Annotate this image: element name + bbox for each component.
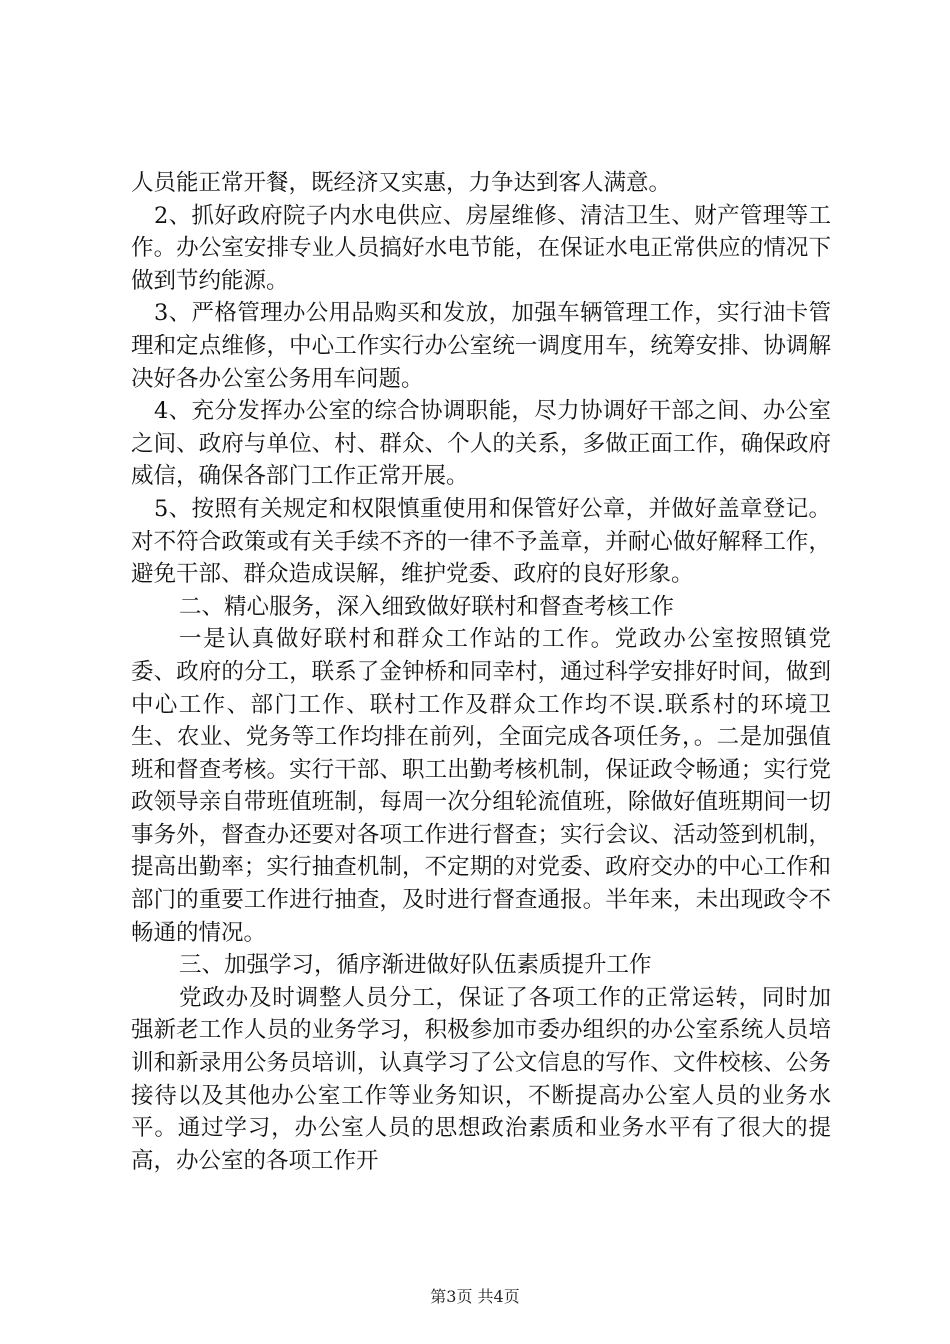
paragraph-section-3-body: 党政办及时调整人员分工，保证了各项工作的正常运转，同时加强新老工作人员的业务学习，积极参加市委办组织的办公室系统人员培训和新录用公务员培训，认真学习了公文信息的写作、文件校核、公务接待以及其他办公室工作等业务知识，不断提高办公室人员的业务水平。通过学习，办公室人员的思想政治素质和业务水平有了很大的提高，办公室的各项工作开 bbox=[131, 984, 831, 1174]
page-footer: 第3页 共4页 bbox=[430, 1287, 520, 1306]
paragraph-item-5: 5、按照有关规定和权限慎重使用和保管好公章，并做好盖章登记。对不符合政策或有关手续不齐的一律不予盖章，并耐心做好解释工作，避免干部、群众造成误解，维护党委、政府的良好形象。 bbox=[131, 495, 831, 588]
section-heading-2: 二、精心服务，深入细致做好联村和督查考核工作 bbox=[179, 593, 675, 620]
document-body bbox=[131, 167, 831, 1177]
paragraph-item-3: 3、严格管理办公用品购买和发放，加强车辆管理工作，实行油卡管理和定点维修，中心工作实行办公室统一调度用车，统筹安排、协调解决好各办公室公务用车问题。 bbox=[131, 300, 831, 392]
paragraph-item-2: 2、抓好政府院子内水电供应、房屋维修、清洁卫生、财产管理等工作。办公室安排专业人员搞好水电节能，在保证水电正常供应的情况下做到节约能源。 bbox=[131, 202, 831, 294]
paragraph-section-2-body: 一是认真做好联村和群众工作站的工作。党政办公室按照镇党委、政府的分工，联系了金钟桥和同幸村，通过科学安排好时间，做到中心工作、部门工作、联村工作及群众工作均不误.联系村的环境卫生、农业、党务等工作均排在前列，全面完成各项任务，。二是加强值班和督查考核。实行干部、职工出勤考核机制，保证政令畅通；实行党政领导亲自带班值班制，每周一次分组轮流值班，除做好值班期间一切事务外，督查办还要对各项工作进行督查；实行会议、活动签到机制，提高出勤率；实行抽查机制，不定期的对党委、政府交办的中心工作和部门的重要工作进行抽查，及时进行督查通报。半年来，未出现政令不畅通的情况。 bbox=[131, 626, 831, 946]
section-heading-3: 三、加强学习，循序渐进做好队伍素质提升工作 bbox=[179, 952, 652, 979]
paragraph-continuation: 人员能正常开餐，既经济又实惠，力争达到客人满意。 bbox=[131, 170, 672, 196]
paragraph-item-4: 4、充分发挥办公室的综合协调职能，尽力协调好干部之间、办公室之间、政府与单位、村、群众、个人的关系，多做正面工作，确保政府威信，确保各部门工作正常开展。 bbox=[131, 398, 831, 490]
